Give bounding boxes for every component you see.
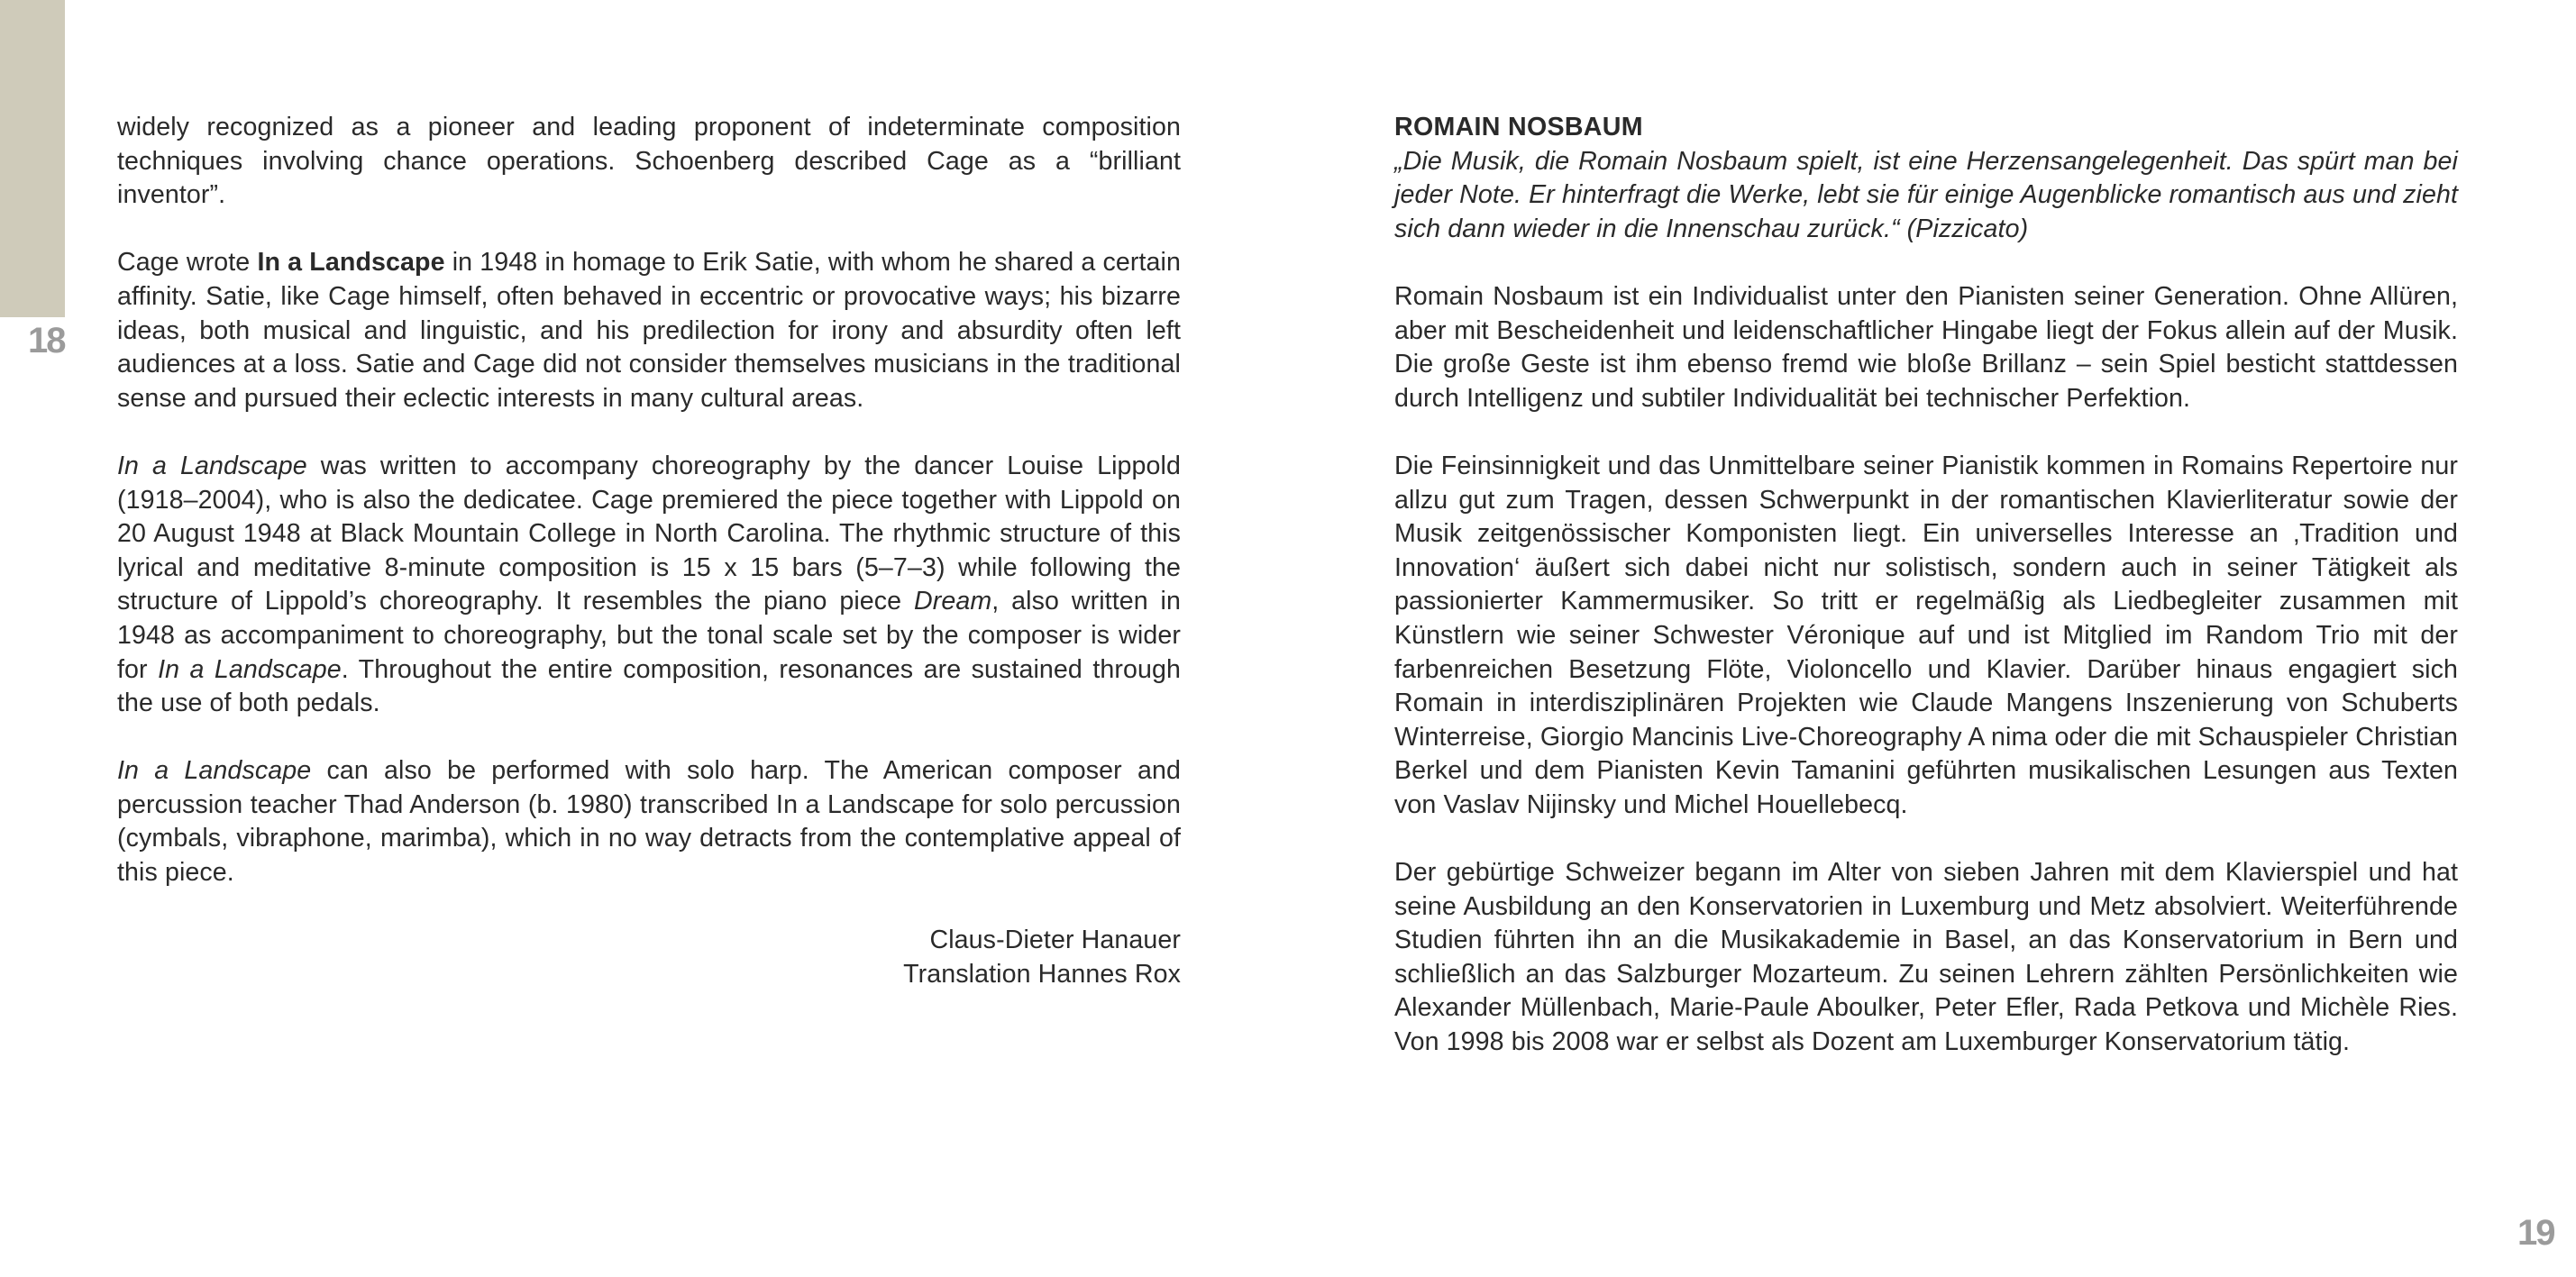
- work-title-italic: In a Landscape: [117, 756, 312, 786]
- paragraph-satie-homage: [117, 246, 1181, 415]
- page-number-left: 18: [28, 321, 65, 360]
- work-title-italic: In a Landscape: [117, 451, 307, 480]
- paragraph-choreography: [117, 450, 1181, 721]
- work-title-bold: In a Landscape: [257, 248, 445, 278]
- work-title-italic: Dream: [914, 587, 992, 616]
- page-accent-bar: [0, 0, 65, 317]
- signature-block: [117, 924, 1181, 991]
- paragraph-cage-intro: [117, 111, 1181, 213]
- work-title-italic: In a Landscape: [158, 654, 342, 684]
- text-segment: can also be performed with solo harp. The American composer and percussion teacher Thad Anderson (b. 1980) transcribed In a Landscape for solo percussion (cymbals, vibraphone, marimba), which in no way detracts from the contemplative appeal of this piece.: [117, 756, 1181, 888]
- text-segment: , also written in 1948 as accompaniment to choreography, but the tonal scale set by the composer is wider for: [117, 587, 1182, 684]
- text-segment: Cage wrote: [117, 248, 258, 278]
- paragraph-bio-education: Der gebürtige Schweizer begann im Alter von sieben Jahren mit dem Klavierspiel und hat seine Ausbildung an den Konservatorien in Luxemburg und Metz absolviert. Weiterführende Studien führten ihn an die Musikakademie in Basel, an das Konservatorium in Bern und schließlich an das Salzburger Mozarteum. Zu seinen Lehrern zählten Persönlichkeiten wie Alexander Müllenbach, Marie-Paule Aboulker, Peter Efler, Rada Petkova und Michèle Ries. Von 1998 bis 2008 war er selbst als Dozent am Luxemburger Konservatorium tätig.: [1394, 858, 2458, 1057]
- signature-translator: Translation Hannes Rox: [903, 959, 1181, 989]
- text-segment: widely recognized as a pioneer and leading proponent of indeterminate composition techniques involving chance operations. Schoenberg described Cage as a “brilliant inventor”.: [117, 113, 1181, 210]
- signature-author: Claus-Dieter Hanauer: [929, 926, 1181, 955]
- page-number-right: 19: [2517, 1213, 2554, 1253]
- text-segment: was written to accompany choreography by the dancer Louise Lippold (1918–2004), who is also the dedicatee. Cage premiered the piece together with Lippold on 20 August 1948 at Black Mountain College in North Carolina. The rhythmic structure of this lyrical and meditative 8-minute composition is 15 x 15 bars (5–7–3) while following the structure of Lippold’s choreography. It resembles the piano piece: [117, 451, 1181, 616]
- paragraph-harp-percussion: [117, 754, 1181, 889]
- left-page-text-column: [117, 111, 1181, 991]
- press-quote: „Die Musik, die Romain Nosbaum spielt, ist eine Herzensangelegenheit. Das spürt man bei jeder Note. Er hinterfragt die Werke, lebt sie für einige Augenblicke romantisch aus und zieht sich dann wieder in die Innenschau zurück.“ (Pizzicato): [1394, 146, 2458, 243]
- right-page-text-column: [1394, 111, 2458, 1060]
- text-segment: in 1948 in homage to Erik Satie, with whom he shared a certain affinity. Satie, like Cage himself, often behaved in eccentric or provocative ways; his bizarre ideas, both musical and linguistic, and his predilection for irony and absurdity often left audiences at a loss. Satie and Cage did not consider themselves musicians in the traditional sense and pursued their eclectic interests in many cultural areas.: [117, 248, 1181, 413]
- text-segment: . Throughout the entire composition, resonances are sustained through the use of both pedals.: [117, 654, 1182, 718]
- paragraph-bio-repertoire: Die Feinsinnigkeit und das Unmittelbare seiner Pianistik kommen in Romains Repertoire nur allzu gut zum Tragen, dessen Schwerpunkt in der romantischen Klavierliteratur sowie der Musik zeitgenössischer Komponisten liegt. Ein universelles Interesse an ‚Tradition und Innovation‘ äußert sich dabei nicht nur solistisch, sondern auch in seiner Tätigkeit als passionierter Kammermusiker. So tritt er regelmäßig als Liedbegleiter zusammen mit Künstlern wie seiner Schwester Véronique auf und ist Mitglied im Random Trio mit der farbenreichen Besetzung Flöte, Violoncello und Klavier. Darüber hinaus engagiert sich Romain in interdisziplinären Projekten wie Claude Mangens Inszenierung von Schuberts Winterreise, Giorgio Mancinis Live-Choreography A nima oder die mit Schauspieler Christian Berkel und dem Pianisten Kevin Tamanini geführten musikalischen Lesungen aus Texten von Vaslav Nijinsky und Michel Houellebecq.: [1394, 451, 2458, 819]
- section-heading: ROMAIN NOSBAUM: [1394, 113, 1643, 141]
- paragraph-bio-individualist: Romain Nosbaum ist ein Individualist unter den Pianisten seiner Generation. Ohne Allüren, aber mit Bescheidenheit und leidenschaftlicher Hingabe liegt der Fokus allein auf der Musik. Die große Geste ist ihm ebenso fremd wie bloße Brillanz – sein Spiel besticht stattdessen durch Intelligenz und subtiler Individualität bei technischer Perfektion.: [1394, 281, 2458, 413]
